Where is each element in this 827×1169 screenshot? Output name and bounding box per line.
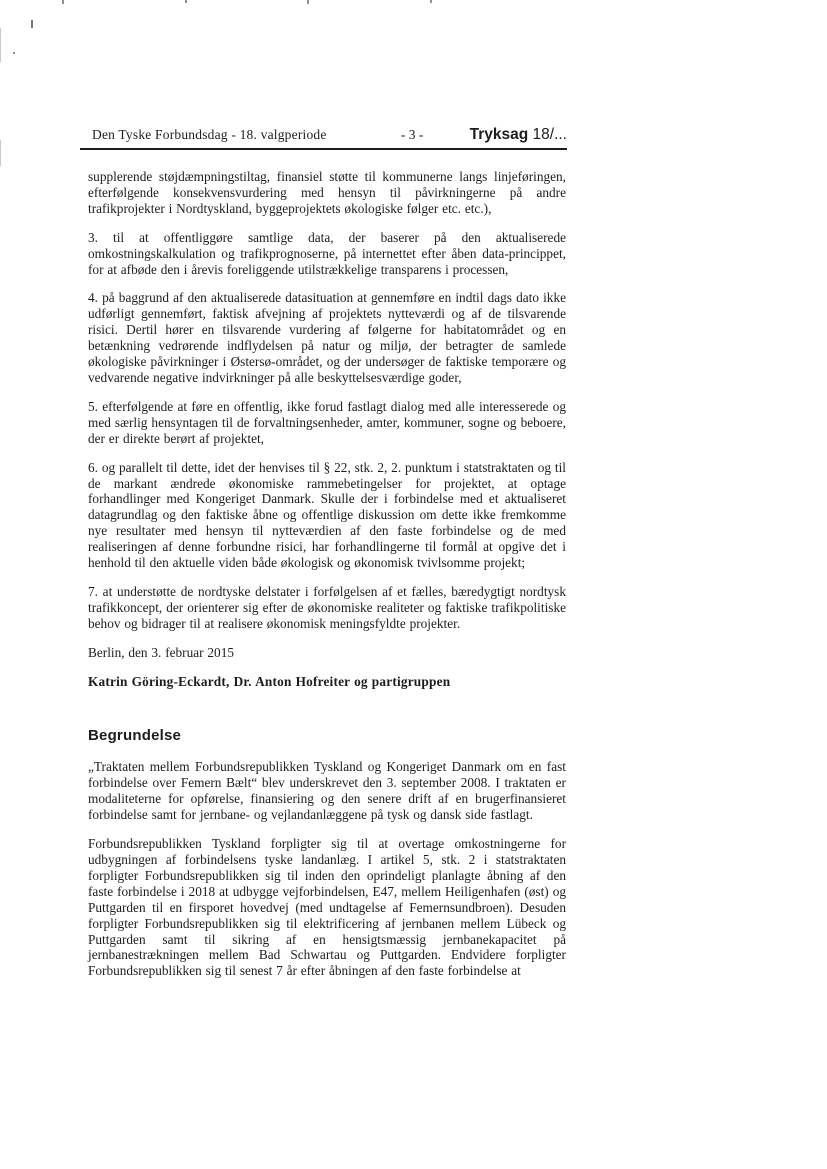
list-item-5: 5. efterfølgende at føre en offentlig, ikke forud fastlagt dialog med alle interesserede og med særlig hensyntagen til de forvaltningsenheder, amter, kommuner, sogne og beboere, der er direkte berørt af projektet,	[88, 398, 566, 446]
page-number: - 3 -	[400, 127, 424, 142]
date-line: Berlin, den 3. februar 2015	[88, 644, 235, 660]
tryksag-number: 18/...	[528, 126, 567, 143]
scan-artifact	[307, 0, 309, 4]
header-parliament-label: Den Tyske Forbundsdag - 18. valgperiode	[92, 127, 327, 142]
scan-artifact	[31, 20, 33, 28]
header-printed-matter-label	[470, 126, 567, 144]
tryksag-label: Tryksag	[469, 126, 529, 143]
scan-artifact	[62, 0, 64, 4]
document-body	[88, 169, 566, 992]
list-item-4: 4. på baggrund af den aktualiserede datasituation at gennemføre en indtil dags dato ikke udførligt gennemført, faktisk afvejning af projektets nytteværdi og af de tilsvarende risici. Dertil hører en tilsvarende vurdering af følgerne for habitatområdet og en betænkning vedrørende indflydelsen på natur og miljø, der betragter de samlede økologiske påvirkninger i Østersø-området, og der undersøger de faktiske temporære og vedvarende negative indvirkninger på alle beskyttelsesværdige goder,	[88, 290, 566, 385]
begrundelse-paragraph-1: „Traktaten mellem Forbundsrepublikken Tyskland og Kongeriget Danmark om en fast forbindelse over Femern Bælt“ blev underskrevet den 3. september 2008. I traktaten er modaliteterne for opførelse, finansiering og den senere drift af en brugerfinansieret forbindelse samt for jernbane- og vejlandanlæggene på tysk og dansk side fastlagt.	[88, 759, 566, 823]
list-item-3: 3. til at offentliggøre samtlige data, der baserer på den aktualiserede omkostningskalkulation og trafikprognoserne, på internettet efter åben data-princippet, for at afbøde den i årevis foreliggende utilstrækkelige transparens i processen,	[88, 229, 566, 277]
begrundelse-paragraph-2: Forbundsrepublikken Tyskland forpligter sig til at overtage omkostningerne for udbygningen af forbindelsens tyske landanlæg. I artikel 5, stk. 2 i statstraktaten forpligter Forbundsrepublikken sig til inden den oprindeligt planlagte åbning af den faste forbindelse i 2018 at udbygge vejforbindelsen, E47, mellem Heiligenhafen (øst) og Puttgarden til en firsporet hovedvej (med undtagelse af Femernsundbroen). Desuden forpligter Forbundsrepublikken sig til elektrificering af jernbanen mellem Lübeck og Puttgarden samt til sikring af en hensigtsmæssig jernbanekapacitet på jernbanestrækningen mellem Bad Schwartau og Puttgarden. Endvidere forpligter Forbundsrepublikken sig til senest 7 år efter åbningen af den faste forbindelse at	[88, 836, 566, 979]
scan-artifact	[185, 0, 187, 3]
scan-artifact	[0, 140, 1, 166]
scan-artifact	[13, 52, 15, 54]
page-header	[80, 126, 567, 150]
list-item-6: 6. og parallelt til dette, idet der henvises til § 22, stk. 2, 2. punktum i statstraktaten og til de markant ændrede økonomiske rammebetingelser for projektet, at optage forhandlinger med Kongeriget Danmark. Skulle der i forbindelse med et aktualiseret datagrundlag og den faktiske åbne og offentlige diskussion om dette ikke fremkomme nye resultater med hensyn til nytteværdien af den faste forbindelse og de med realiseringen af denne forbundne risici, har forhandlingerne til formål at opgive det i henhold til den aktuelle viden både økologisk og økonomisk tvivlsomme projekt;	[88, 459, 566, 571]
scan-artifact	[0, 28, 1, 62]
scan-artifact	[430, 0, 432, 3]
section-heading-begrundelse: Begrundelse	[88, 727, 182, 745]
signature-line: Katrin Göring-Eckardt, Dr. Anton Hofreiter og partigruppen	[88, 673, 451, 689]
paragraph-continuation: supplerende støjdæmpningstiltag, finansiel støtte til kommunerne langs linjeføringen, efterfølgende konsekvensvurdering med hensyn til påvirkningerne på andre trafikprojekter i Nordtyskland, byggeprojektets økologiske følger etc. etc.),	[88, 169, 566, 216]
list-item-7: 7. at understøtte de nordtyske delstater i forfølgelsen af et fælles, bæredygtigt nordtysk trafikkoncept, der orienterer sig efter de økonomiske realiteter og faktiske trafikpolitiske behov og bidrager til at realisere økonomisk meningsfyldte projekter.	[88, 583, 566, 631]
